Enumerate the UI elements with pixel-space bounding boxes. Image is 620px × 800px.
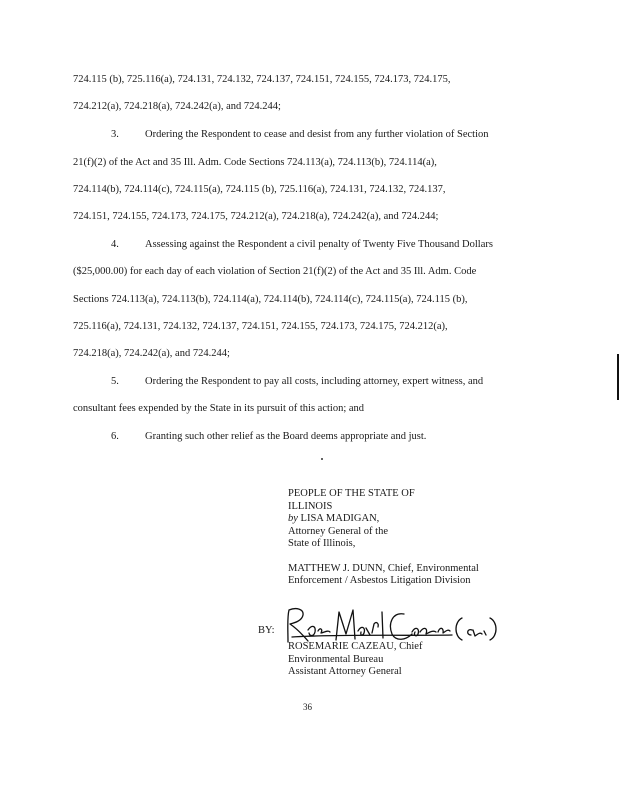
paragraph-4-line: ($25,000.00) for each day of each violation of Section 21(f)(2) of the Act and 35 Ill. Adm. Code [73,266,477,277]
signer-title: Assistant Attorney General [288,666,402,677]
paragraph-3-line: 21(f)(2) of the Act and 35 Ill. Adm. Code Sections 724.113(a), 724.113(b), 724.114(a), [73,157,437,168]
party-line: PEOPLE OF THE STATE OF [288,488,415,499]
paragraph-4-line: Assessing against the Respondent a civil penalty of Twenty Five Thousand Dollars [145,239,493,250]
party-line: ILLINOIS [288,500,333,512]
paragraph-4-line: 724.218(a), 724.242(a), and 724.244; [73,348,230,359]
paragraph-4-line: 725.116(a), 724.131, 724.132, 724.137, 724.151, 724.155, 724.173, 724.175, 724.212(a), [73,321,448,332]
paragraph-6-number: 6. [111,431,119,442]
attorney-general-title: State of Illinois, [288,538,356,549]
paragraph-3-number: 3. [111,129,119,140]
attorney-general-name: LISA MADIGAN, [297,513,380,524]
paragraph-3-line: Ordering the Respondent to cease and desist from any further violation of Section [145,129,489,140]
paragraph-6-line: Granting such other relief as the Board deems appropriate and just. [145,431,427,442]
paragraph-5-line: Ordering the Respondent to pay all costs, including attorney, expert witness, and [145,376,484,387]
stray-mark [321,458,323,460]
by-prefix: by [288,513,298,524]
paragraph-2-continuation-line: 724.212(a), 724.218(a), 724.242(a), and 724.244; [73,101,281,112]
chief-line: MATTHEW J. DUNN, Chief, Environmental [288,562,479,574]
paragraph-2-continuation-line: 724.115 (b), 725.116(a), 724.131, 724.132, 724.137, 724.151, 724.155, 724.173, 724.175, [73,74,451,85]
paragraph-4-number: 4. [111,239,119,250]
signer-name: ROSEMARIE CAZEAU, Chief [288,641,423,652]
attorney-general-line [288,513,479,526]
attorney-general-title: Attorney General of the [288,525,389,537]
paragraph-4-line: Sections 724.113(a), 724.113(b), 724.114(a), 724.114(b), 724.114(c), 724.115(a), 724.115 (b), [73,294,468,305]
paragraph-5-number: 5. [111,376,119,387]
page-number: 36 [303,702,312,712]
paragraph-3-line: 724.114(b), 724.114(c), 724.115(a), 724.115 (b), 725.116(a), 724.131, 724.132, 724.137, [73,184,446,195]
chief-line: Enforcement / Asbestos Litigation Division [288,575,471,586]
paragraph-3-line: 724.151, 724.155, 724.173, 724.175, 724.212(a), 724.218(a), 724.242(a), and 724.244; [73,211,439,222]
signature-block [288,488,479,588]
signer-title: Environmental Bureau [288,653,384,665]
signer-block [288,641,422,679]
paragraph-5-line: consultant fees expended by the State in its pursuit of this action; and [73,403,365,414]
by-label: BY: [258,625,275,636]
page-edge-mark [617,354,619,400]
